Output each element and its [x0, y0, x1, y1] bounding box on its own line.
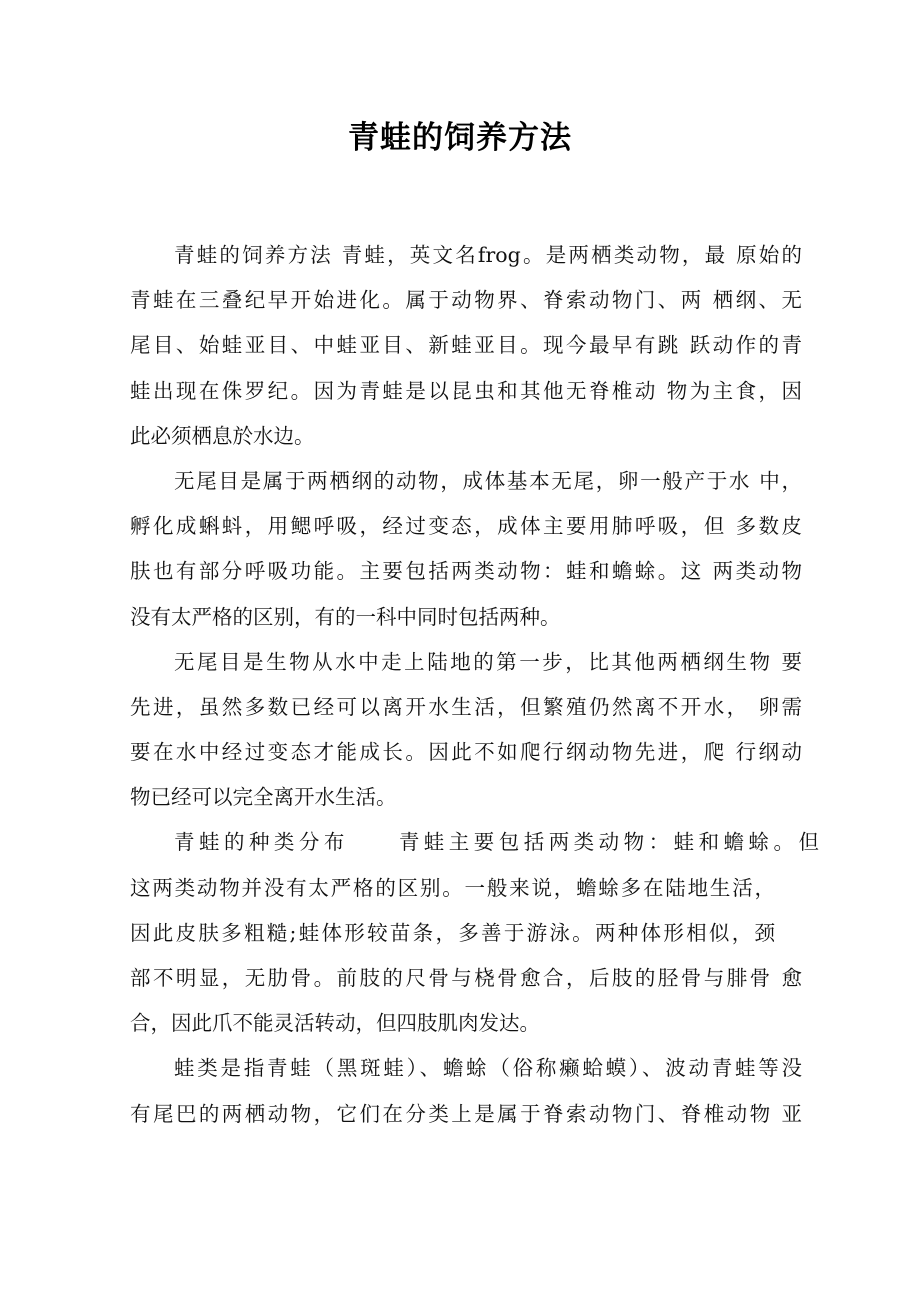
text-line: 青蛙的饲养方法 青蛙，英文名frog。是两栖类动物，最 原始的	[174, 243, 802, 267]
text-line: 孵化成蝌蚪，用鳃呼吸，经过变态，成体主要用肺呼吸，但 多数皮	[130, 514, 802, 539]
text-line: 无尾目是生物从水中走上陆地的第一步，比其他两栖纲生物 要	[174, 649, 802, 674]
text-line: 青蛙的种类分布 青蛙主要包括两类动物：蛙和蟾蜍。但	[174, 830, 819, 855]
text-line: 要在水中经过变态才能成长。因此不如爬行纲动物先进，爬 行纲动	[130, 740, 802, 765]
text-line: 尾目、始蛙亚目、中蛙亚目、新蛙亚目。现今最早有跳 跃动作的青	[130, 333, 802, 358]
text-line: 有尾巴的两栖动物，它们在分类上是属于脊索动物门、脊椎动物 亚	[130, 1101, 802, 1126]
text-line: 先进，虽然多数已经可以离开水生活，但繁殖仍然离不开水， 卵需	[130, 694, 802, 719]
document-body	[130, 233, 819, 1137]
text-line: 蛙出现在侏罗纪。因为青蛙是以昆虫和其他无脊椎动 物为主食，因	[130, 378, 802, 403]
paragraph-3	[130, 640, 802, 821]
text-line: 合，因此爪不能灵活转动，但四肢肌肉发达。	[130, 1011, 540, 1036]
paragraph-2	[130, 459, 802, 640]
paragraph-5	[130, 1046, 802, 1136]
text-line: 无尾目是属于两栖纲的动物，成体基本无尾，卵一般产于水 中，	[174, 468, 802, 493]
text-line: 因此皮肤多粗糙;蛙体形较苗条，多善于游泳。两种体形相似，颈	[130, 920, 775, 945]
text-line: 物已经可以完全离开水生活。	[130, 785, 397, 810]
text-line: 蛙类是指青蛙（黑斑蛙）、蟾蜍（俗称癞蛤蟆）、波动青蛙等没	[174, 1056, 802, 1081]
paragraph-1	[130, 233, 802, 459]
document-title: 青蛙的饲养方法	[348, 120, 572, 156]
text-line: 青蛙在三叠纪早开始进化。属于动物界、脊索动物门、两 栖纲、无	[130, 288, 802, 313]
text-line: 肤也有部分呼吸功能。主要包括两类动物：蛙和蟾蜍。这 两类动物	[130, 559, 802, 584]
text-line: 没有太严格的区别，有的一科中同时包括两种。	[130, 604, 561, 629]
text-line: 部不明显，无肋骨。前肢的尺骨与桡骨愈合，后肢的胫骨与腓骨 愈	[130, 966, 802, 990]
paragraph-4	[130, 820, 819, 1046]
text-line: 此必须栖息於水边。	[130, 423, 315, 448]
text-line: 这两类动物并没有太严格的区别。一般来说，蟾蜍多在陆地生活，	[130, 875, 775, 900]
